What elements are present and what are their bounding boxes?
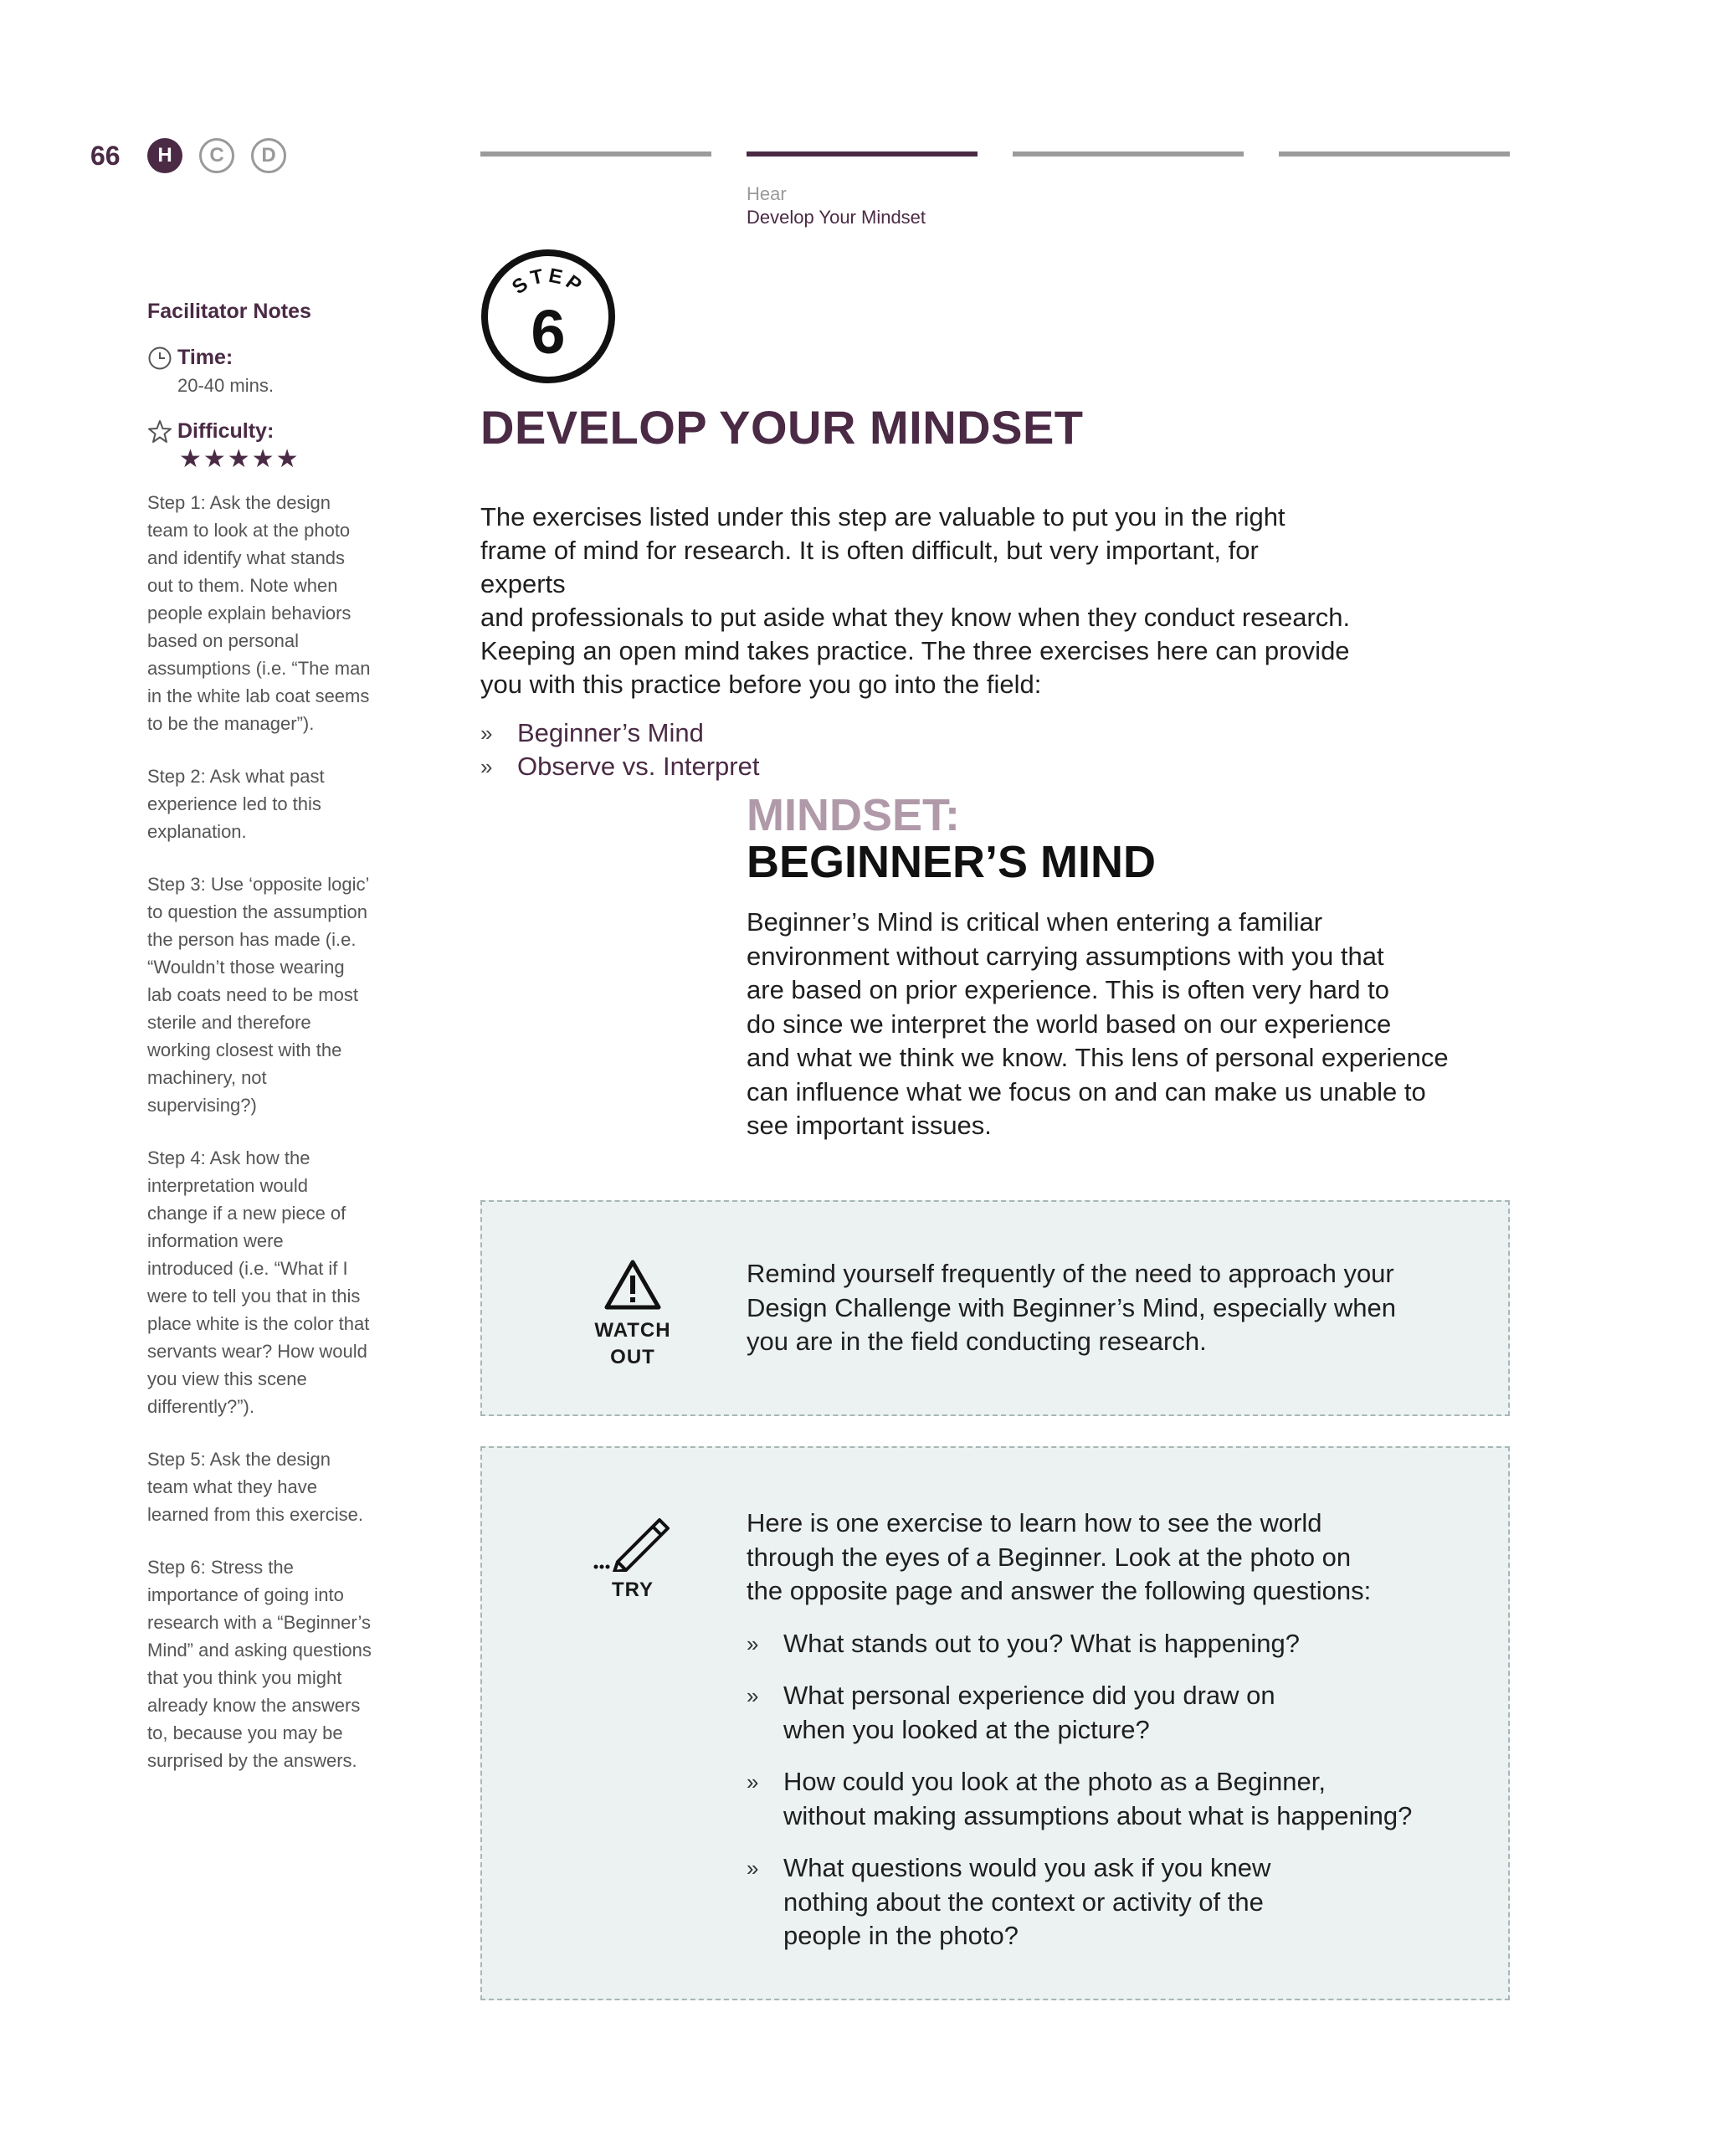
mindset-title: BEGINNER’S MIND [747, 837, 1157, 887]
question-line: without making assumptions about what is happening? [783, 1800, 1413, 1830]
progress-bar-3 [1013, 151, 1244, 157]
try-label: TRY [611, 1578, 654, 1601]
clock-icon [147, 346, 172, 371]
section-badge-hear[interactable]: H [147, 138, 182, 173]
question-line: nothing about the context or activity of the [783, 1887, 1264, 1917]
chevron-right-icon: » [747, 1856, 759, 1881]
time-label: Time: [177, 346, 233, 369]
watch-out-line: you are in the field conducting research. [747, 1327, 1207, 1356]
progress-bar-4 [1279, 151, 1510, 157]
intro-line: frame of mind for research. It is often difficult, but very important, for [480, 536, 1259, 565]
facilitator-notes-title: Facilitator Notes [147, 300, 311, 323]
chevron-right-icon: » [480, 721, 493, 746]
watch-out-line: Design Challenge with Beginner’s Mind, especially when [747, 1292, 1397, 1322]
chevron-right-icon: » [480, 754, 493, 779]
facilitator-step-1: Step 1: Ask the design team to look at the photo and identify what stands out to them. Note when people explain behaviors based on personal assumptions (i.e. “The man in the white lab coat seems to be the manager”). [147, 492, 371, 734]
chevron-right-icon: » [747, 1630, 759, 1656]
try-icon-group [566, 1508, 700, 1604]
progress-bar-2 [747, 151, 978, 157]
intro-line: Keeping an open mind takes practice. The three exercises here can provide [480, 636, 1350, 665]
step-badge [480, 249, 616, 384]
try-intro-line: Here is one exercise to learn how to see the world [747, 1508, 1322, 1537]
mindset-line: can influence what we focus on and can make us unable to [747, 1076, 1426, 1106]
exercise-link-beginners-mind[interactable] [480, 716, 759, 750]
pencil-icon [591, 1508, 675, 1572]
star-outline-icon [147, 419, 172, 444]
question-line: when you looked at the picture? [783, 1714, 1150, 1744]
step-number: 6 [531, 297, 566, 367]
exercise-list [480, 716, 759, 783]
facilitator-step-6: Step 6: Stress the importance of going into research with a “Beginner’s Mind” and asking questions that you think you might already know the answers to, because you may be surprised by the answers. [147, 1557, 372, 1771]
try-intro-line: through the eyes of a Beginner. Look at the photo on [747, 1542, 1352, 1572]
watch-out-box [480, 1200, 1510, 1416]
mindset-label: MINDSET: [747, 790, 960, 840]
try-intro-line: the opposite page and answer the following questions: [747, 1576, 1372, 1605]
mindset-line: Beginner’s Mind is critical when entering a familiar [747, 907, 1323, 937]
intro-line: experts [480, 569, 566, 598]
try-text [747, 1507, 1500, 1953]
chevron-right-icon: » [747, 1683, 759, 1708]
facilitator-step-5: Step 5: Ask the design team what they have learned from this exercise. [147, 1449, 363, 1525]
breadcrumb-section: Hear [747, 183, 787, 204]
exercise-label: Observe vs. Interpret [517, 752, 760, 781]
time-value: 20-40 mins. [177, 375, 274, 396]
section-badge-create[interactable]: C [199, 138, 234, 173]
try-box [480, 1446, 1510, 2000]
mindset-line: see important issues. [747, 1111, 992, 1140]
try-question-1 [747, 1627, 1500, 1661]
question-line: What stands out to you? What is happening? [783, 1628, 1300, 1658]
facilitator-step-4: Step 4: Ask how the interpretation would change if a new piece of information were introduced (i.e. “What if I were to tell you that in this place white is the color that servants wear? How would you view this scene differently?”). [147, 1147, 370, 1417]
intro-paragraph [480, 501, 1443, 701]
mindset-line: do since we interpret the world based on our experience [747, 1009, 1392, 1039]
mindset-description [747, 906, 1525, 1143]
section-badge-deliver[interactable]: D [251, 138, 286, 173]
facilitator-step-2: Step 2: Ask what past experience led to this explanation. [147, 766, 325, 842]
facilitator-notes [147, 298, 373, 1799]
progress-bar-1 [480, 151, 711, 157]
question-line: What personal experience did you draw on [783, 1681, 1275, 1710]
exercise-label: Beginner’s Mind [517, 718, 704, 747]
try-question-3 [747, 1765, 1500, 1833]
time-row [147, 344, 373, 372]
step-word: STEP [508, 264, 588, 300]
try-question-4 [747, 1851, 1500, 1953]
difficulty-stars: ★★★★★ [179, 445, 300, 473]
page-number: 66 [90, 141, 121, 171]
question-line: people in the photo? [783, 1921, 1019, 1950]
difficulty-row [147, 418, 373, 445]
watch-out-line: Remind yourself frequently of the need to approach your [747, 1259, 1394, 1288]
intro-line: The exercises listed under this step are valuable to put you in the right [480, 502, 1286, 531]
page-title: DEVELOP YOUR MINDSET [480, 401, 1084, 454]
chevron-right-icon: » [747, 1769, 759, 1794]
mindset-line: are based on prior experience. This is often very hard to [747, 975, 1389, 1004]
question-line: What questions would you ask if you knew [783, 1853, 1271, 1882]
intro-line: you with this practice before you go into the field: [480, 670, 1042, 699]
mindset-line: and what we think we know. This lens of personal experience [747, 1043, 1449, 1072]
watch-out-text [747, 1257, 1500, 1359]
warning-icon [603, 1259, 662, 1311]
question-line: How could you look at the photo as a Beginner, [783, 1767, 1326, 1796]
watch-out-label-1: WATCH [594, 1319, 671, 1342]
facilitator-step-3: Step 3: Use ‘opposite logic’ to question the assumption the person has made (i.e. “Wouldn’t those wearing lab coats need to be most sterile and therefore working closest with the machinery, not supervising?) [147, 874, 369, 1116]
watch-out-icon-group [566, 1259, 700, 1371]
try-question-2 [747, 1679, 1500, 1747]
breadcrumb-page: Develop Your Mindset [747, 207, 926, 228]
difficulty-label: Difficulty: [177, 419, 275, 443]
exercise-link-observe-vs-interpret[interactable] [480, 750, 759, 783]
watch-out-label-2: OUT [610, 1346, 655, 1368]
mindset-line: environment without carrying assumptions with you that [747, 941, 1384, 971]
intro-line: and professionals to put aside what they know when they conduct research. [480, 603, 1351, 632]
